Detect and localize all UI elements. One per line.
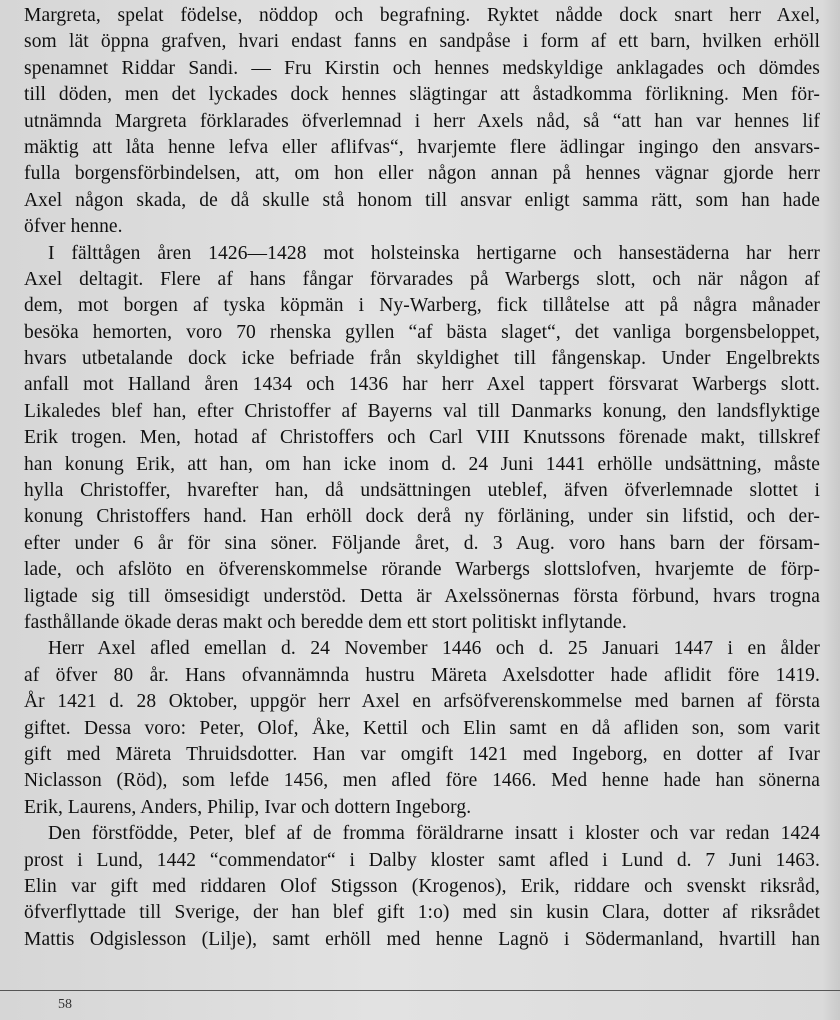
footer-rule [0,990,840,991]
text-line-14: hvars utbetalande dock icke befriade från skyldighet till fångenskap. Under Engelbrekts [24,348,820,370]
text-line-11: Axel deltagit. Flere af hans fångar förvarades på Warbergs slott, och när någon af [24,268,820,290]
text-line-21: efter under 6 år för sina söner. Följande året, d. 3 Aug. voro hans barn der försam- [24,532,820,554]
text-line-1: Margreta, spelat födelse, nöddop och begrafning. Ryktet nådde dock snart herr Axel, [24,5,820,26]
text-line-31: Erik, Laurens, Anders, Philip, Ivar och dottern Ingeborg. [24,796,472,818]
text-line-9: öfver henne. [24,216,123,238]
page-number: 58 [58,997,72,1012]
text-line-17: Erik trogen. Men, hotad af Christoffers och Carl VIII Knutssons förenade makt, tillskref [24,427,820,449]
text-line-20: konung Christoffers hand. Han erhöll dock derå ny förläning, under sin lifstid, och der- [24,506,820,528]
text-line-2: som lät öppna grafven, hvari endast fanns en sandpåse i form af ett barn, hvilken erhöll [24,31,820,53]
text-line-24: fasthållande ökade deras makt och beredde dem ett stort politiskt inflytande. [24,611,627,633]
text-line-29: gift med Märeta Thruidsdotter. Han var omgift 1421 med Ingeborg, en dotter af Ivar [24,743,820,765]
text-line-35: öfverflyttade till Sverige, der han blef gift 1:o) med sin kusin Clara, dotter af riksrådet [24,902,820,924]
text-line-28: giftet. Dessa voro: Peter, Olof, Åke, Kettil och Elin samt en då afliden son, som varit [24,717,820,739]
text-line-7: fulla borgensförbindelsen, att, om hon eller någon annan på hennes vägnar gjorde herr [24,163,820,185]
text-line-16: Likaledes blef han, efter Christoffer af Bayerns val till Danmarks konung, den landsflyktige [24,400,820,422]
text-line-36: Mattis Odgislesson (Lilje), samt erhöll med henne Lagnö i Södermanland, hvartill han [24,928,820,950]
text-line-13: besöka hemorten, voro 70 rhenska gyllen “af bästa slaget“, det vanliga borgensbeloppet, [24,321,820,343]
text-line-32: Den förstfödde, Peter, blef af de fromma föräldrarne insatt i kloster och var redan 1424 [48,823,820,845]
scan-edge-shadow [822,0,840,1020]
text-line-33: prost i Lund, 1442 “commendator“ i Dalby kloster samt afled i Lund d. 7 Juni 1463. [24,849,820,871]
text-line-5: utnämnda Margreta förklarades öfverlemnad i herr Axels nåd, så “att han var hennes lif [24,110,820,132]
text-line-6: mäktig att låta henne lefva eller aflifvas“, hvarjemte flere ädlingar ingingo den ansvars- [24,136,820,158]
text-line-19: hylla Christoffer, hvarefter han, då undsättningen uteblef, äfven öfverlemnade slottet i [24,480,820,502]
text-line-4: till döden, men det lyckades dock hennes slägtingar att åstadkomma förlikning. Men för- [24,84,820,106]
text-line-12: dem, mot borgen af tyska köpmän i Ny-Warberg, fick tillåtelse att på några månader [24,295,820,317]
body-text [24,3,820,953]
text-line-3: spenamnet Riddar Sandi. — Fru Kirstin och hennes medskyldige anklagades och dömdes [24,57,820,79]
text-line-30: Niclasson (Röd), som lefde 1456, men afled före 1466. Med henne hade han sönerna [24,770,820,792]
text-line-10: I fälttågen åren 1426—1428 mot holsteinska hertigarne och hansestäderna har herr [48,242,820,264]
text-line-18: han konung Erik, att han, om han icke inom d. 24 Juni 1441 erhölle undsättning, måste [24,453,820,475]
text-line-15: anfall mot Halland åren 1434 och 1436 har herr Axel tappert försvarat Warbergs slott. [24,374,820,396]
text-line-8: Axel någon skada, de då skulle stå honom till ansvar enligt samma rätt, som han hade [24,189,820,211]
text-line-25: Herr Axel afled emellan d. 24 November 1446 och d. 25 Januari 1447 i en ålder [48,638,820,660]
text-line-22: lade, och afslöto en öfverenskommelse rörande Warbergs slottslofven, hvarjemte de förp- [24,559,820,581]
text-line-34: Elin var gift med riddaren Olof Stigsson (Krogenos), Erik, riddare och svenskt riksråd, [24,875,820,897]
text-line-26: af öfver 80 år. Hans ofvannämnda hustru Märeta Axelsdotter hade aflidit före 1419. [24,664,820,686]
text-line-27: År 1421 d. 28 Oktober, uppgör herr Axel en arfsöfverenskommelse med barnen af första [24,691,820,713]
text-line-23: ligtade sig till ömsesidigt understöd. Detta är Axelssönernas första förbund, hvars trogna [24,585,820,607]
